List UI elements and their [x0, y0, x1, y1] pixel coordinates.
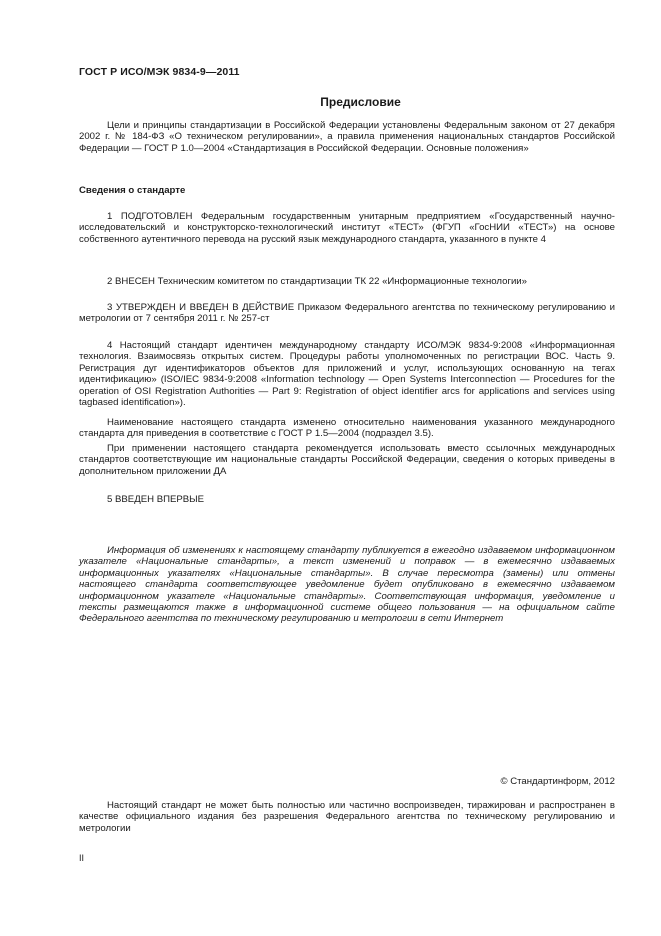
item-4-rename: Наименование настоящего стандарта изменено относительно наименования указанного международного стандарта для приведения в соответствие с ГОСТ Р 1.5—2004 (подраздел 3.5). [79, 417, 615, 440]
item-4: 4 Настоящий стандарт идентичен международному стандарту ИСО/МЭК 9834-9:2008 «Информационная технология. Взаимосвязь открытых систем. Процедуры работы уполномоченных по регистрации ВОС. Часть 9. Регистрация дуг идентификаторов объектов для приложений и услуг, использующих основанную на тегах идентификацию» (ISO/IEC 9834-9:2008 «Information technology — Open Systems Interconnection — Procedures for the operation of OSI Registration Authorities — Part 9: Registration of object identifier arcs for applications and services using tagbased identification»). [79, 340, 615, 409]
page-number: II [79, 853, 85, 863]
item-3: 3 УТВЕРЖДЕН И ВВЕДЕН В ДЕЙСТВИЕ Приказом Федерального агентства по техническому регулированию и метрологии от 7 сентября 2011 г. № 257-ст [79, 302, 615, 325]
item-1: 1 ПОДГОТОВЛЕН Федеральным государственным унитарным предприятием «Государственный научно-исследовательский и конструкторско-технологический институт «ТЕСТ» (ФГУП «ГосНИИ «ТЕСТ») на основе собственного аутентичного перевода на русский язык международного стандарта, указанного в пункте 4 [79, 211, 615, 245]
item-5: 5 ВВЕДЕН ВПЕРВЫЕ [107, 494, 205, 505]
change-notice: Информация об изменениях к настоящему стандарту публикуется в ежегодно издаваемом информационном указателе «Национальные стандарты», а текст изменений и поправок — в ежемесячно издаваемых информационных указателях «Национальные стандарты». В случае пересмотра (замены) или отмены настоящего стандарта соответствующее уведомление будет опубликовано в ежемесячно издаваемом информационном указателе «Национальные стандарты». Соответствующая информация, уведомление и тексты размещаются также в информационной системе общего пользования — на официальном сайте Федерального агентства по техническому регулированию и метрологии в сети Интернет [79, 545, 615, 625]
copyright: © Стандартинформ, 2012 [500, 776, 615, 787]
intro-paragraph: Цели и принципы стандартизации в Российской Федерации установлены Федеральным законом от 27 декабря 2002 г. № 184-ФЗ «О техническом регулировании», а правила применения национальных стандартов Российской Федерации — ГОСТ Р 1.0—2004 «Стандартизация в Российской Федерации. Основные положения» [79, 120, 615, 154]
subheading: Сведения о стандарте [79, 185, 186, 196]
page-title: Предисловие [320, 95, 401, 109]
item-4-references: При применении настоящего стандарта рекомендуется использовать вместо ссылочных международных стандартов соответствующие им национальные стандарты Российской Федерации, сведения о которых приведены в дополнительном приложении ДА [79, 443, 615, 477]
item-2: 2 ВНЕСЕН Техническим комитетом по стандартизации ТК 22 «Информационные технологии» [107, 276, 527, 287]
document-header: ГОСТ Р ИСО/МЭК 9834-9—2011 [79, 66, 240, 78]
reproduction-notice: Настоящий стандарт не может быть полностью или частично воспроизведен, тиражирован и распространен в качестве официального издания без разрешения Федерального агентства по техническому регулированию и метрологии [79, 800, 615, 834]
